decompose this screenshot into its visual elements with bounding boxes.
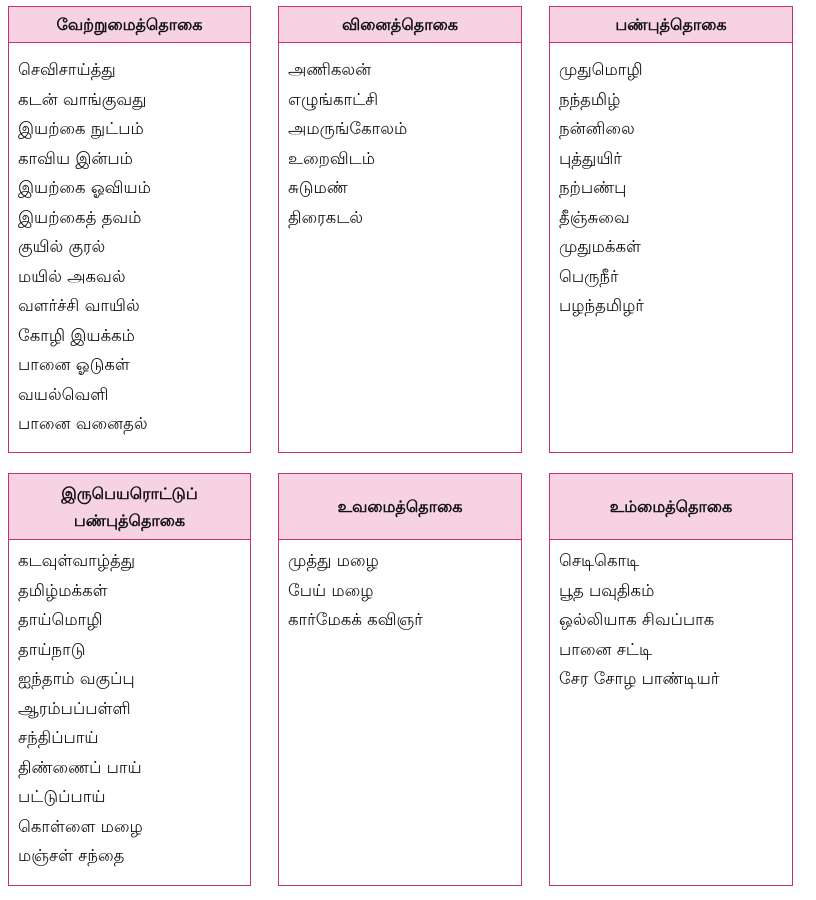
list-item: வளர்ச்சி வாயில் [18, 296, 140, 315]
box-title: வினைத்தொகை [279, 7, 521, 43]
box-title: உவமைத்தொகை [279, 474, 521, 540]
list-item: செவிசாய்த்து [18, 60, 116, 79]
list-item: பானை சட்டி [559, 639, 653, 659]
list-item: திரைகடல் [288, 207, 364, 227]
list-item: பட்டுப்பாய் [18, 787, 106, 806]
list-item: மஞ்சள் சந்தை [18, 846, 125, 865]
box-irupeyarottu-panbu-thogai [8, 473, 251, 886]
box-title: பண்புத்தொகை [550, 7, 792, 43]
list-item: தாய்மொழி [18, 610, 103, 629]
list-item: முதுமொழி [559, 60, 643, 79]
box-uvamai-thogai [278, 473, 522, 886]
list-item: தாய்நாடு [18, 639, 86, 659]
word-list [9, 43, 250, 439]
box-title-line: பண்புத்தொகை [73, 510, 186, 530]
word-list [279, 43, 521, 232]
box-vetrumai-thogai [8, 6, 251, 453]
list-item: பானை வனைதல் [18, 414, 148, 433]
list-item: பேய் மழை [288, 580, 374, 600]
list-item: நந்தமிழ் [559, 89, 621, 109]
list-item: மயில் அகவல் [18, 266, 126, 286]
list-item: இயற்கை ஓவியம் [18, 178, 151, 197]
list-item: திண்ணைப் பாய் [18, 757, 142, 777]
list-item: ஆரம்பப்பள்ளி [18, 698, 131, 718]
list-item: ஐந்தாம் வகுப்பு [18, 669, 135, 688]
list-item: அணிகலன் [288, 60, 372, 79]
list-item: கொள்ளை மழை [18, 816, 143, 836]
list-item: இயற்கைத் தவம் [18, 207, 142, 227]
list-item: வயல்வெளி [18, 384, 109, 404]
box-title [9, 474, 250, 540]
list-item: நற்பண்பு [559, 178, 627, 197]
box-ummai-thogai [549, 473, 793, 886]
list-item: கடன் வாங்குவது [18, 89, 147, 109]
word-list [279, 540, 521, 635]
box-title-line: இருபெயரொட்டுப் [61, 483, 198, 503]
list-item: பெருநீர் [559, 266, 619, 286]
box-title: வேற்றுமைத்தொகை [9, 7, 250, 43]
list-item: பானை ஓடுகள் [18, 355, 130, 374]
box-vinai-thogai [278, 6, 522, 453]
box-title: உம்மைத்தொகை [550, 474, 792, 540]
list-item: அமருங்கோலம் [288, 119, 408, 138]
list-item: உறைவிடம் [288, 148, 375, 168]
box-panbu-thogai [549, 6, 793, 453]
list-item: சேர சோழ பாண்டியர் [559, 669, 720, 688]
word-list [9, 540, 250, 871]
list-item: இயற்கை நுட்பம் [18, 119, 144, 138]
word-list [550, 43, 792, 321]
list-item: முத்து மழை [288, 551, 379, 570]
list-item: சுடுமண் [288, 178, 348, 197]
list-item: பூத பவுதிகம் [559, 580, 655, 600]
list-item: தமிழ்மக்கள் [18, 580, 108, 600]
list-item: கடவுள்வாழ்த்து [18, 551, 136, 570]
list-item: எழுங்காட்சி [288, 89, 379, 109]
list-item: செடிகொடி [559, 551, 640, 570]
list-item: கார்மேகக் கவிஞர் [288, 610, 423, 629]
list-item: ஒல்லியாக சிவப்பாக [559, 610, 715, 629]
list-item: முதுமக்கள் [559, 237, 641, 256]
list-item: காவிய இன்பம் [18, 148, 133, 168]
list-item: நன்னிலை [559, 119, 635, 138]
list-item: புத்துயிர் [559, 148, 622, 168]
list-item: குயில் குரல் [18, 237, 106, 256]
list-item: பழந்தமிழர் [559, 296, 645, 315]
list-item: சந்திப்பாய் [18, 728, 99, 747]
list-item: தீஞ்சுவை [559, 207, 630, 227]
word-list [550, 540, 792, 694]
list-item: கோழி இயக்கம் [18, 325, 135, 345]
